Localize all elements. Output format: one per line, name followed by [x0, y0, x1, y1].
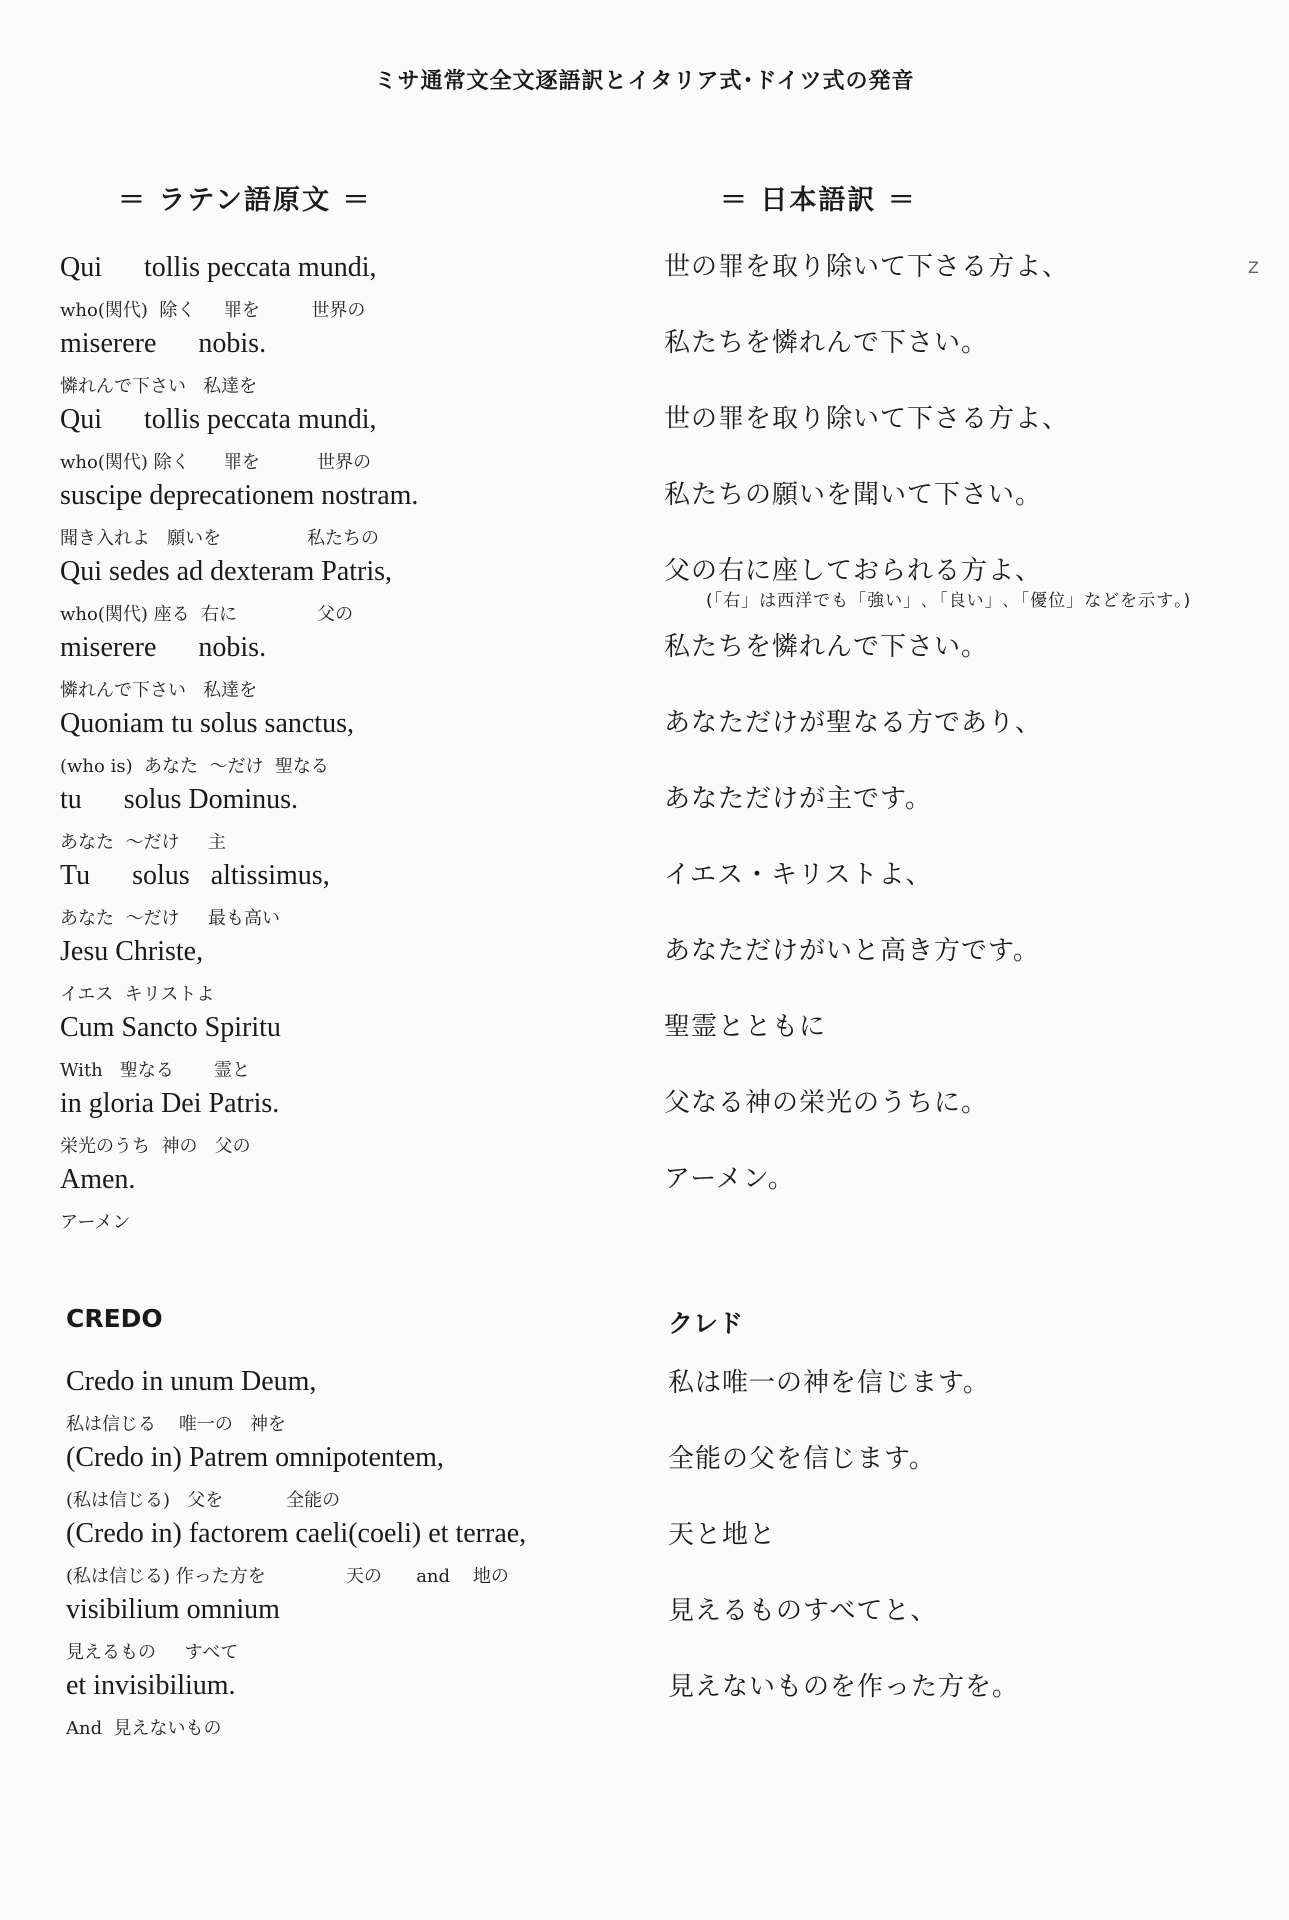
margin-mark: Z [1248, 258, 1259, 277]
latin-text: Credo in unum Deum, [66, 1366, 317, 1397]
credo-japanese-column [668, 1362, 1268, 1742]
latin-line [60, 1164, 660, 1240]
latin-gloss: 憐れんで下さい 私達を [60, 376, 258, 397]
latin-text: (Credo in) Patrem omnipotentem, [66, 1442, 444, 1473]
latin-column-heading: ＝ ラテン語原文 ＝ [118, 185, 372, 216]
latin-text: miserere nobis. [60, 328, 267, 359]
japanese-line: 天と地と [668, 1520, 777, 1550]
latin-gloss: 見えるもの すべて [66, 1642, 239, 1663]
japanese-line: 私たちを憐れんで下さい。 [664, 632, 989, 662]
japanese-line: イエス・キリストよ、 [664, 860, 933, 890]
latin-gloss: 聞き入れよ 願いを 私たちの [60, 528, 379, 549]
japanese-line: 私たちを憐れんで下さい。 [664, 328, 989, 358]
latin-text: miserere nobis. [60, 632, 267, 663]
japanese-column-heading: ＝ 日本語訳 ＝ [720, 185, 917, 216]
latin-line [66, 1518, 666, 1594]
gloria-japanese-column [664, 246, 1264, 1234]
latin-gloss: 憐れんで下さい 私達を [60, 680, 258, 701]
latin-gloss: With 聖なる 霊と [60, 1060, 250, 1081]
latin-line [66, 1594, 666, 1670]
latin-gloss: who(関代) 除く 罪を 世界の [60, 452, 372, 473]
latin-line [60, 556, 660, 632]
latin-gloss: (私は信じる) 父を 全能の [66, 1490, 341, 1511]
latin-gloss: アーメン [60, 1212, 131, 1233]
latin-line [60, 708, 660, 784]
latin-line [66, 1366, 666, 1442]
latin-gloss: 私は信じる 唯一の 神を [66, 1414, 287, 1435]
latin-text: in gloria Dei Patris. [60, 1088, 280, 1119]
japanese-line: 私は唯一の神を信じます。 [668, 1368, 990, 1398]
document-title: ミサ通常文全文逐語訳とイタリア式･ドイツ式の発音 [374, 69, 915, 94]
japanese-line: 全能の父を信じます。 [668, 1444, 936, 1474]
latin-gloss: who(関代) 除く 罪を 世界の [60, 300, 366, 321]
gloria-latin-column [60, 252, 660, 1240]
credo-latin-heading: CREDO [66, 1304, 163, 1333]
japanese-line: 私たちの願いを聞いて下さい。 [664, 480, 1043, 510]
japanese-text: 父の右に座しておられる方よ、 [664, 556, 1043, 586]
japanese-line: 見えないものを作った方を。 [668, 1672, 1020, 1702]
latin-line [60, 480, 660, 556]
latin-gloss: 栄光のうち 神の 父の [60, 1136, 251, 1157]
latin-line [60, 328, 660, 404]
latin-gloss: イエス キリストよ [60, 984, 215, 1005]
latin-line [60, 936, 660, 1012]
credo-japanese-heading: クレド [668, 1309, 744, 1338]
latin-line [60, 632, 660, 708]
latin-text: Cum Sancto Spiritu [60, 1012, 281, 1043]
latin-gloss: (who is) あなた ～だけ 聖なる [60, 756, 329, 777]
japanese-line-with-note [664, 550, 1264, 626]
latin-gloss: who(関代) 座る 右に 父の [60, 604, 354, 625]
japanese-line: あなただけが聖なる方であり、 [664, 708, 1043, 738]
japanese-line: アーメン。 [664, 1164, 795, 1194]
latin-line [60, 404, 660, 480]
latin-text: Tu solus altissimus, [60, 860, 330, 891]
latin-text: Jesu Christe, [60, 936, 204, 967]
latin-gloss: あなた ～だけ 最も高い [60, 908, 281, 929]
latin-text: (Credo in) factorem caeli(coeli) et terrae, [66, 1518, 527, 1549]
latin-text: tu solus Dominus. [60, 784, 299, 815]
latin-text: Qui sedes ad dexteram Patris, [60, 556, 393, 587]
latin-text: Amen. [60, 1164, 136, 1195]
latin-text: et invisibilium. [66, 1670, 236, 1701]
japanese-note: (「右」は西洋でも「強い」､「良い」､「優位」などを示す｡) [706, 591, 1192, 611]
latin-line [60, 1088, 660, 1164]
japanese-line: 見えるものすべてと、 [668, 1596, 938, 1626]
latin-line [60, 784, 660, 860]
latin-gloss: And 見えないもの [66, 1718, 222, 1739]
japanese-line: 父なる神の栄光のうちに。 [664, 1088, 989, 1118]
latin-text: suscipe deprecationem nostram. [60, 480, 419, 511]
credo-latin-column [66, 1366, 666, 1746]
latin-gloss: あなた ～だけ 主 [60, 832, 227, 853]
latin-line [60, 252, 660, 328]
latin-text: Quoniam tu solus sanctus, [60, 708, 354, 739]
japanese-line: 聖霊とともに [664, 1012, 827, 1042]
latin-text: Qui tollis peccata mundi, [60, 252, 377, 283]
japanese-line: あなただけが主です。 [664, 784, 932, 814]
latin-line [60, 860, 660, 936]
latin-line [66, 1670, 666, 1746]
japanese-line: あなただけがいと高き方です。 [664, 936, 1040, 966]
latin-text: Qui tollis peccata mundi, [60, 404, 377, 435]
japanese-line: 世の罪を取り除いて下さる方よ、 [664, 404, 1070, 434]
latin-line [66, 1442, 666, 1518]
latin-text: visibilium omnium [66, 1594, 280, 1625]
latin-line [60, 1012, 660, 1088]
japanese-line: 世の罪を取り除いて下さる方よ、 [664, 252, 1070, 282]
latin-gloss: (私は信じる) 作った方を 天の and 地の [66, 1566, 509, 1587]
